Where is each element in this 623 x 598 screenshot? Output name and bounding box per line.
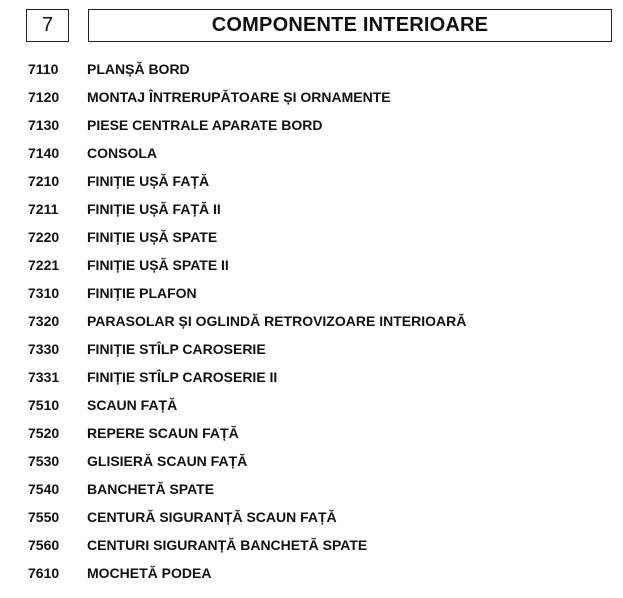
item-label: CENTURI SIGURANȚĂ BANCHETĂ SPATE — [87, 537, 368, 553]
chapter-number: 7 — [41, 14, 54, 36]
list-item[interactable] — [0, 447, 623, 475]
item-code: 7520 — [28, 425, 60, 441]
item-code: 7540 — [28, 481, 60, 497]
item-code: 7210 — [28, 173, 60, 189]
list-item[interactable] — [0, 531, 623, 559]
item-label: BANCHETĂ SPATE — [87, 481, 215, 497]
item-label: FINIȚIE STÎLP CAROSERIE II — [87, 369, 278, 385]
item-code: 7560 — [28, 537, 60, 553]
item-label: REPERE SCAUN FAȚĂ — [87, 425, 239, 441]
item-code: 7220 — [28, 229, 60, 245]
item-code: 7310 — [28, 285, 60, 301]
item-label: PLANȘĂ BORD — [87, 61, 190, 77]
list-item[interactable] — [0, 223, 623, 251]
item-code: 7130 — [28, 117, 60, 133]
list-item[interactable] — [0, 559, 623, 587]
item-label: FINIȚIE UȘĂ FAȚĂ II — [87, 201, 221, 217]
list-item[interactable] — [0, 419, 623, 447]
chapter-title-box — [88, 9, 612, 42]
item-code: 7530 — [28, 453, 60, 469]
item-label: PARASOLAR ȘI OGLINDĂ RETROVIZOARE INTERIOARĂ — [87, 313, 467, 329]
list-item[interactable] — [0, 83, 623, 111]
list-item[interactable] — [0, 55, 623, 83]
item-code: 7211 — [28, 201, 59, 217]
item-code: 7120 — [28, 89, 60, 105]
item-code: 7510 — [28, 397, 60, 413]
list-item[interactable] — [0, 391, 623, 419]
item-label: PIESE CENTRALE APARATE BORD — [87, 117, 323, 133]
item-label: FINIȚIE UȘĂ FAȚĂ — [87, 173, 210, 189]
item-code: 7221 — [28, 257, 60, 273]
item-label: MONTAJ ÎNTRERUPĂTOARE ȘI ORNAMENTE — [87, 89, 391, 105]
item-code: 7330 — [28, 341, 60, 357]
chapter-number-box — [26, 9, 69, 42]
list-item[interactable] — [0, 111, 623, 139]
list-item[interactable] — [0, 307, 623, 335]
item-label: FINIȚIE STÎLP CAROSERIE — [87, 341, 266, 357]
item-code: 7550 — [28, 509, 60, 525]
item-label: GLISIERĂ SCAUN FAȚĂ — [87, 453, 248, 469]
list-item[interactable] — [0, 503, 623, 531]
item-code: 7140 — [28, 145, 60, 161]
list-item[interactable] — [0, 195, 623, 223]
item-label: CENTURĂ SIGURANȚĂ SCAUN FAȚĂ — [87, 509, 337, 525]
item-code: 7331 — [28, 369, 60, 385]
item-label: CONSOLA — [87, 145, 157, 161]
item-code: 7110 — [28, 61, 59, 77]
item-label: FINIȚIE UȘĂ SPATE — [87, 229, 218, 245]
component-list — [0, 55, 623, 587]
item-code: 7610 — [28, 565, 60, 581]
list-item[interactable] — [0, 167, 623, 195]
list-item[interactable] — [0, 475, 623, 503]
list-item[interactable] — [0, 139, 623, 167]
list-item[interactable] — [0, 279, 623, 307]
item-label: SCAUN FAȚĂ — [87, 397, 178, 413]
item-label: FINIȚIE UȘĂ SPATE II — [87, 257, 229, 273]
item-label: MOCHETĂ PODEA — [87, 565, 212, 581]
list-item[interactable] — [0, 251, 623, 279]
item-code: 7320 — [28, 313, 60, 329]
chapter-title: COMPONENTE INTERIOARE — [211, 14, 489, 36]
list-item[interactable] — [0, 363, 623, 391]
list-item[interactable] — [0, 335, 623, 363]
item-label: FINIȚIE PLAFON — [87, 285, 197, 301]
